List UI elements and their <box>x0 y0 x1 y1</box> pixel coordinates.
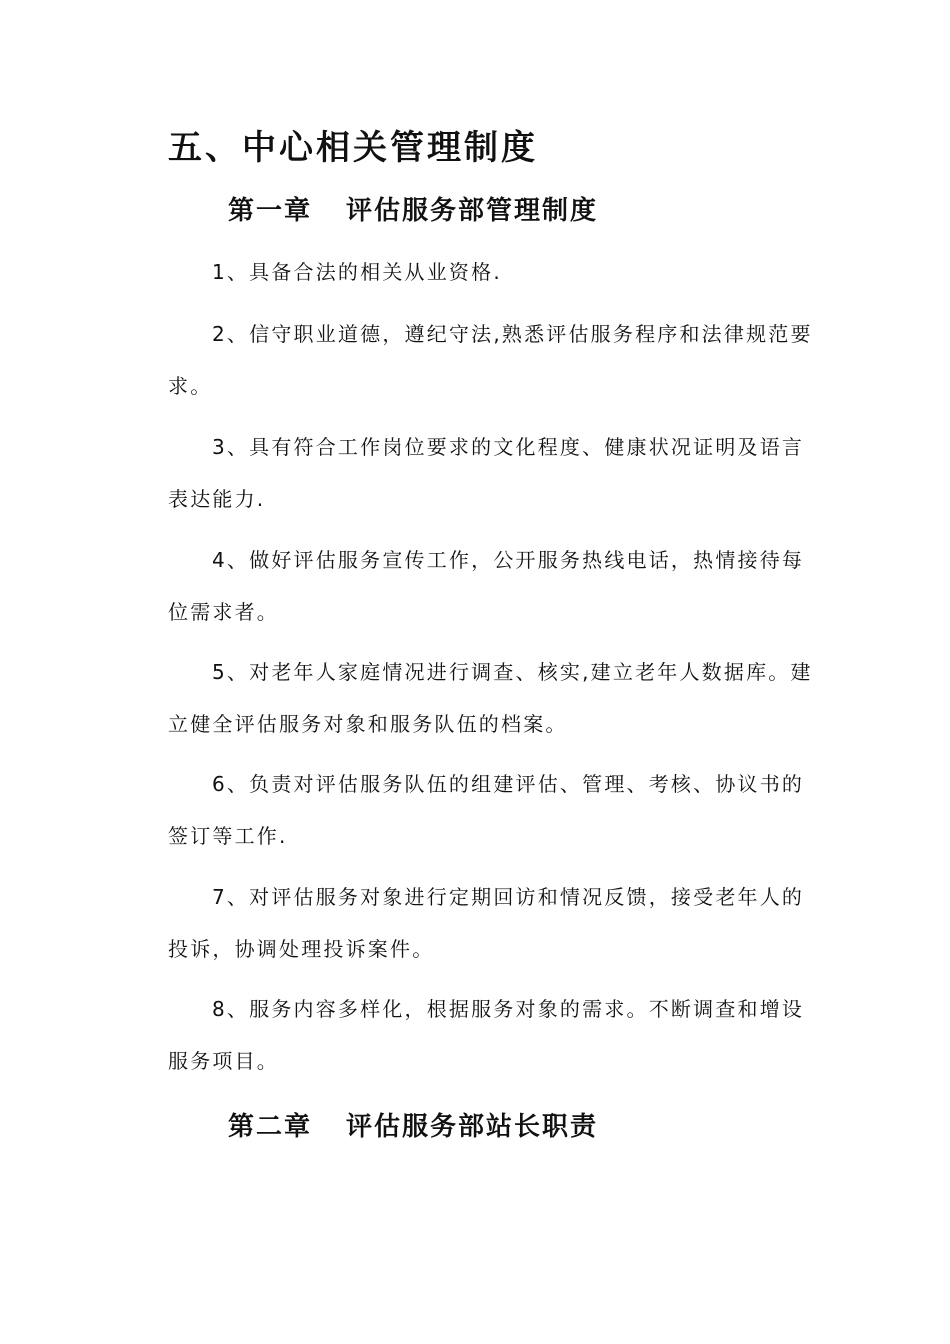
rule-item: 3、具有符合工作岗位要求的文化程度、健康状况证明及语言表达能力. <box>168 435 805 511</box>
chapter-heading <box>228 1106 598 1143</box>
chapter-heading <box>228 190 598 227</box>
rule-item: 4、做好评估服务宣传工作，公开服务热线电话，热情接待每位需求者。 <box>168 548 805 624</box>
chapter-number: 第二章 <box>228 1112 313 1142</box>
rule-item: 1、具备合法的相关从业资格. <box>212 260 502 284</box>
chapter-title: 评估服务部管理制度 <box>346 196 599 226</box>
rule-item: 2、信守职业道德，遵纪守法,熟悉评估服务程序和法律规范要求。 <box>168 322 813 398</box>
chapter-number: 第一章 <box>228 196 313 226</box>
rule-item: 5、对老年人家庭情况进行调查、核实,建立老年人数据库。建立健全评估服务对象和服务队伍的档案。 <box>168 660 813 736</box>
section-title: 五、中心相关管理制度 <box>168 128 538 168</box>
rule-item: 7、对评估服务对象进行定期回访和情况反馈，接受老年人的投诉，协调处理投诉案件。 <box>168 885 805 961</box>
rule-item: 6、负责对评估服务队伍的组建评估、管理、考核、协议书的签订等工作. <box>168 772 805 848</box>
chapter-title: 评估服务部站长职责 <box>346 1112 599 1142</box>
rule-item: 8、服务内容多样化，根据服务对象的需求。不断调查和增设服务项目。 <box>168 997 805 1073</box>
